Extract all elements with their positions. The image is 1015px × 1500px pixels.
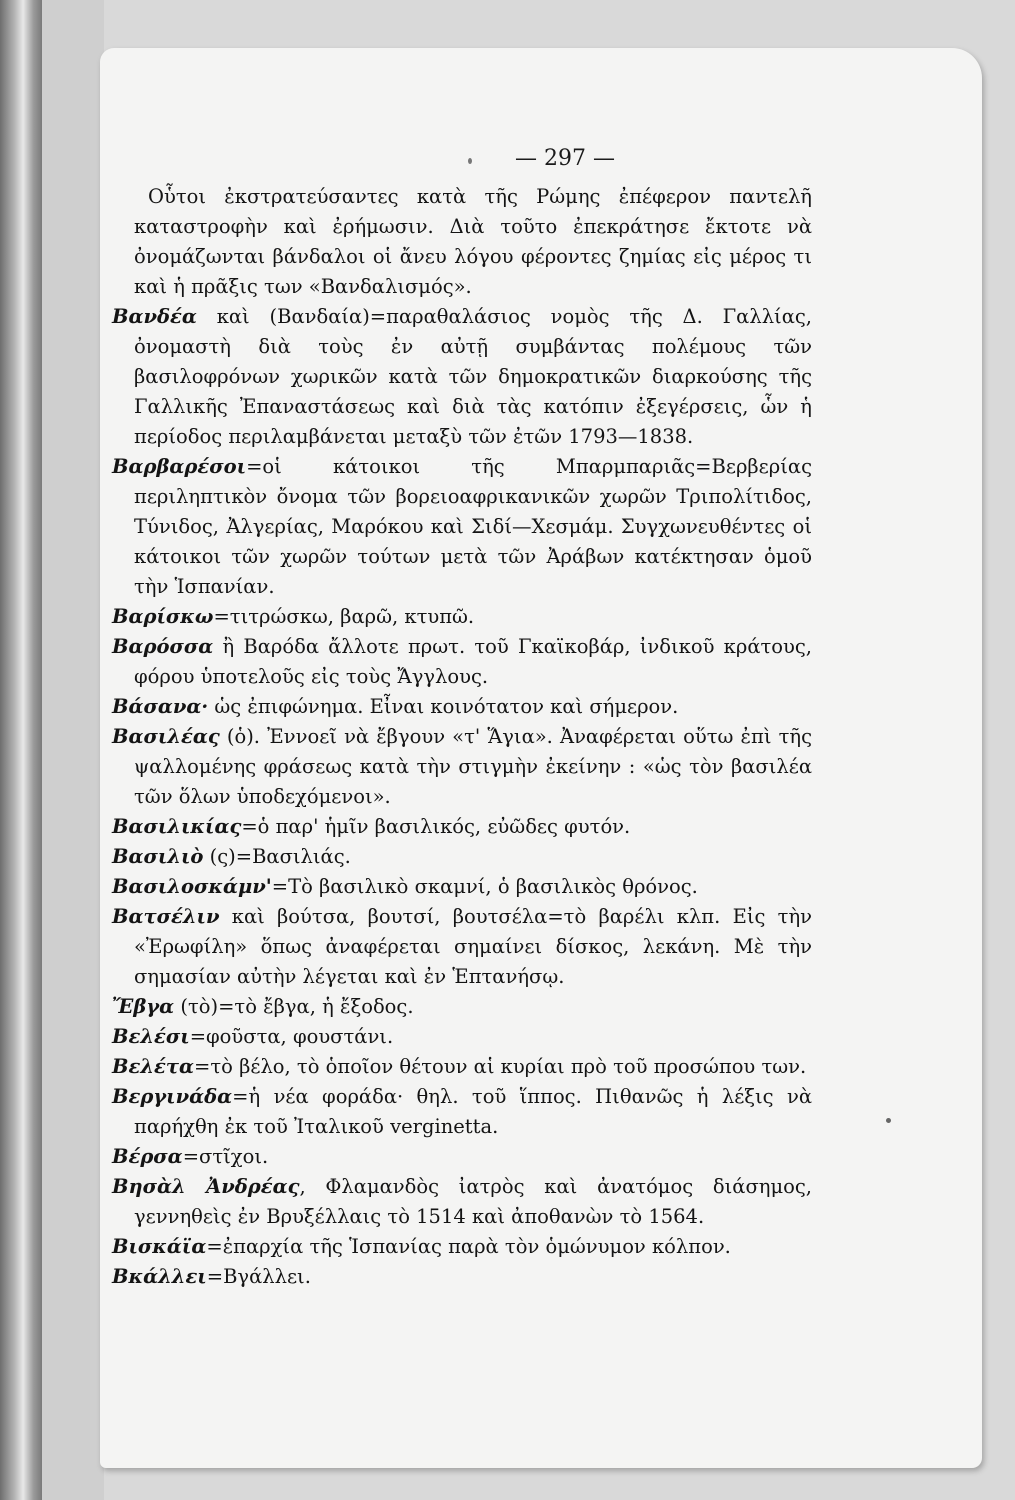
entry-body: καὶ βούτσα, βουτσί, βουτσέλα=τὸ βαρέλι κλπ. Εἰς τὴν «Ἐρωφίλη» ὅπως ἀναφέρεται σημαίνει δίσκος, λεκάνη. Μὲ τὴν σημασίαν αὐτὴν λέγεται καὶ ἐν Ἑπτανήσῳ. xyxy=(134,905,812,988)
dictionary-entry xyxy=(112,1172,812,1232)
ink-speck xyxy=(468,158,472,164)
dictionary-entry xyxy=(112,1232,812,1262)
entry-body: (ς)=Βασιλιάς. xyxy=(203,845,351,868)
entry-headword: Βαρίσκω xyxy=(112,605,214,628)
entry-headword: Βκάλλει xyxy=(112,1265,207,1288)
entry-headword: Βελέτα xyxy=(112,1055,194,1078)
entry-headword: Βασιλοσκάμν' xyxy=(112,875,272,898)
book-spine xyxy=(0,0,42,1500)
entry-body: =Τὸ βασιλικὸ σκαμνί, ὁ βασιλικὸς θρόνος. xyxy=(271,875,698,898)
page-number: — 297 — xyxy=(515,146,615,171)
entry-body: =στῖχοι. xyxy=(182,1145,269,1168)
entry-body: =τιτρώσκω, βαρῶ, κτυπῶ. xyxy=(213,605,475,628)
entry-headword: Βεργινάδα xyxy=(112,1085,233,1108)
entry-body: Οὗτοι ἐκστρατεύσαντες κατὰ τῆς Ρώμης ἐπέφερον παντελῆ καταστροφὴν καὶ ἐρήμωσιν. Διὰ τοῦτο ἐπεκράτησε ἔκτοτε νὰ ὀνομάζωνται βάνδαλοι οἱ ἄνευ λόγου φέροντες ζημίας εἰς μέρος τι καὶ ἡ πρᾶξις των «Βανδαλισμός». xyxy=(134,185,812,298)
entry-body: =φοῦστα, φουστάνι. xyxy=(189,1025,394,1048)
entry-headword: Βασιλιὸ xyxy=(112,845,204,868)
entry-headword: Βάσανα· xyxy=(112,695,209,718)
entry-headword: Βανδέα xyxy=(112,305,197,328)
entry-continuation xyxy=(112,182,812,302)
dictionary-entry xyxy=(112,1142,812,1172)
entry-body: =τὸ βέλο, τὸ ὁποῖον θέτουν αἱ κυρίαι πρὸ τοῦ προσώπου των. xyxy=(194,1055,807,1078)
entry-body: =οἱ κάτοικοι τῆς Μπαρμπαριᾶς=Βερβερίας περιληπτικὸν ὄνομα τῶν βορειοαφρικανικῶν χωρῶν Τριπολίτιδος, Τύνιδος, Ἀλγερίας, Μαρόκου καὶ Σιδί—Χεσμάμ. Συγχωνευθέντες οἱ κάτοικοι τῶν χωρῶν τούτων μετὰ τῶν Ἀράβων κατέκτησαν ὁμοῦ τὴν Ἱσπανίαν. xyxy=(134,455,812,598)
entry-headword: Βαρόσσα xyxy=(112,635,214,658)
entry-headword: Βασιλικίας xyxy=(112,815,242,838)
dictionary-entry xyxy=(112,1262,812,1292)
entry-body: ὡς ἐπιφώνημα. Εἶναι κοινότατον καὶ σήμερον. xyxy=(208,695,679,718)
entry-body: =ὁ παρ' ἡμῖν βασιλικός, εὐῶδες φυτόν. xyxy=(241,815,631,838)
entry-body: καὶ (Βανδαία)=παραθαλάσιος νομὸς τῆς Δ. Γαλλίας, ὀνομαστὴ διὰ τοὺς ἐν αὐτῇ συμβάντας πολέμους τῶν βασιλοφρόνων χωρικῶν κατὰ τῶν δημοκρατικῶν διαρκούσης τῆς Γαλλικῆς Ἐπαναστάσεως καὶ διὰ τὰς κατόπιν ἐξεγέρσεις, ὧν ἡ περίοδος περιλαμβάνεται μεταξὺ τῶν ἐτῶν 1793—1838. xyxy=(134,305,812,448)
dictionary-entry xyxy=(112,1082,812,1142)
dictionary-entry xyxy=(112,842,812,872)
entry-body: =ἡ νέα φοράδα· θηλ. τοῦ ἵππος. Πιθανῶς ἡ λέξις νὰ παρήχθη ἐκ τοῦ Ἰταλικοῦ verginetta. xyxy=(134,1085,812,1138)
entry-headword: Ἔβγα xyxy=(112,995,175,1018)
entry-body: ἢ Βαρόδα ἄλλοτε πρωτ. τοῦ Γκαϊκοβάρ, ἰνδικοῦ κράτους, φόρου ὑποτελοῦς εἰς τοὺς Ἄγγλους. xyxy=(134,635,812,688)
entry-body: =Βγάλλει. xyxy=(206,1265,311,1288)
left-page-edge xyxy=(42,0,104,1500)
entry-headword: Βασιλέας xyxy=(112,725,220,748)
dictionary-entry xyxy=(112,1052,812,1082)
entry-headword: Βισκάϊα xyxy=(112,1235,207,1258)
entry-headword: Βαρβαρέσοι xyxy=(112,455,247,478)
dictionary-entry xyxy=(112,602,812,632)
dictionary-entry xyxy=(112,872,812,902)
entry-body: =ἐπαρχία τῆς Ἱσπανίας παρὰ τὸν ὁμώνυμον κόλπον. xyxy=(206,1235,731,1258)
dictionary-entry xyxy=(112,692,812,722)
entry-headword: Βελέσι xyxy=(112,1025,190,1048)
dictionary-entry xyxy=(112,632,812,692)
entry-body: (ὁ). Ἐννοεῖ νὰ ἔβγουν «τ' Ἅγια». Ἀναφέρεται οὕτω ἐπὶ τῆς ψαλλομένης φράσεως κατὰ τὴν στιγμὴν ἐκείνην : «ὡς τὸν βασιλέα τῶν ὅλων ὑποδεχόμενοι». xyxy=(134,725,812,808)
entry-headword: Βατσέλιν xyxy=(112,905,220,928)
ink-speck xyxy=(886,1118,891,1123)
entry-body: (τὸ)=τὸ ἔβγα, ἡ ἔξοδος. xyxy=(174,995,414,1018)
dictionary-entry xyxy=(112,902,812,992)
dictionary-entry xyxy=(112,992,812,1022)
dictionary-entry xyxy=(112,452,812,602)
entry-body: , Φλαμανδὸς ἰατρὸς καὶ ἀνατόμος διάσημος, γεννηθεὶς ἐν Βρυξέλλαις τὸ 1514 καὶ ἀποθανὼν τὸ 1564. xyxy=(134,1175,812,1228)
dictionary-entry xyxy=(112,722,812,812)
dictionary-text xyxy=(112,182,812,1292)
entry-headword: Βησὰλ Ἀνδρέας xyxy=(112,1175,300,1198)
dictionary-entry xyxy=(112,1022,812,1052)
dictionary-entry xyxy=(112,812,812,842)
dictionary-entry xyxy=(112,302,812,452)
entry-headword: Βέρσα xyxy=(112,1145,183,1168)
